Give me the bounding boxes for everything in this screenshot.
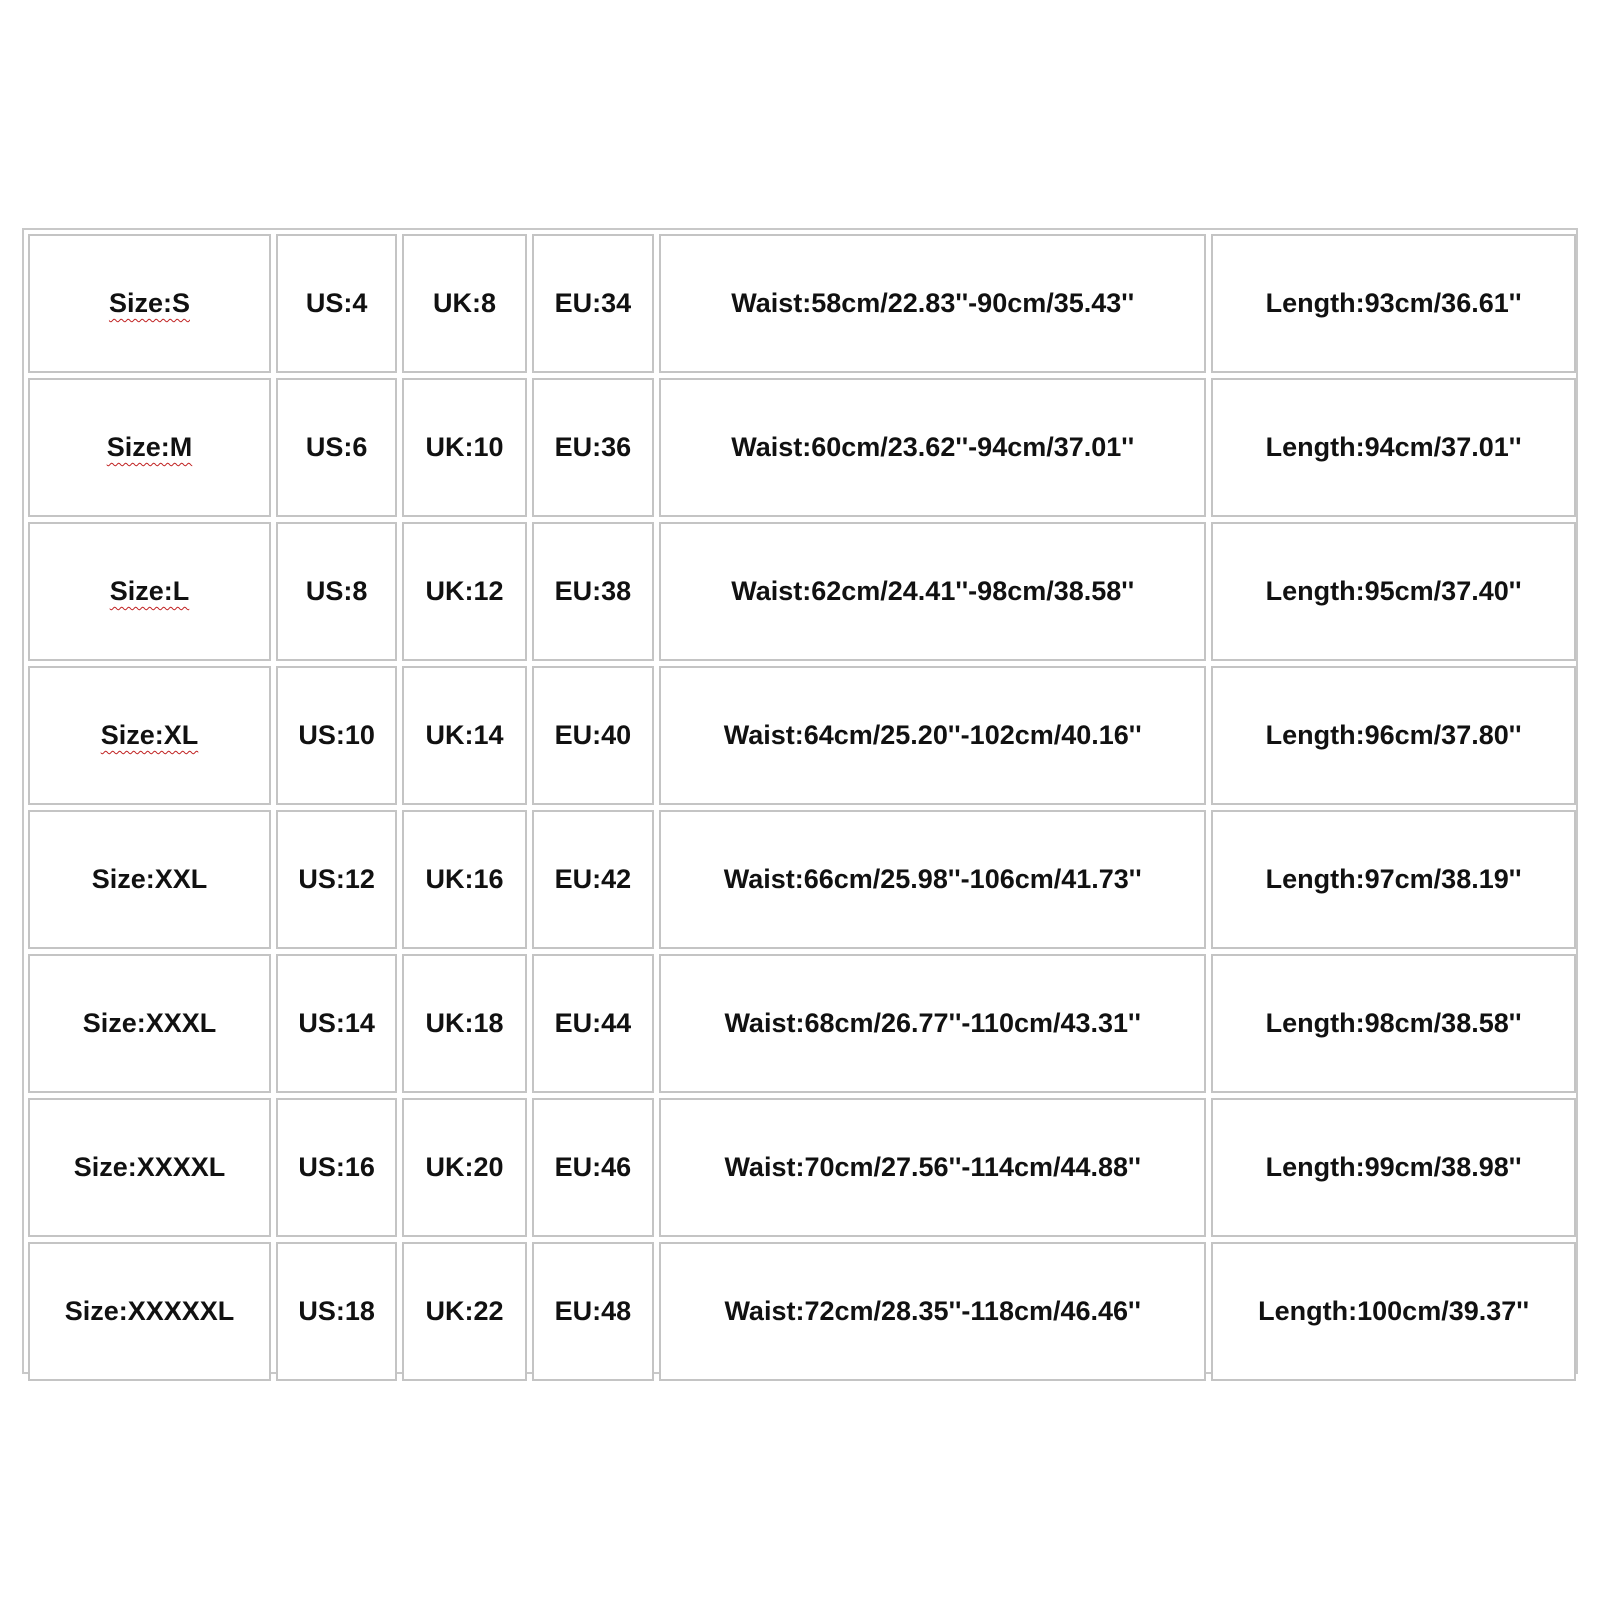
uk-size-cell — [402, 1242, 526, 1381]
size-cell — [28, 234, 271, 373]
uk-size-cell — [402, 1098, 526, 1237]
waist-label: Waist:66cm/25.98''-106cm/41.73'' — [723, 864, 1142, 894]
waist-cell — [659, 1098, 1206, 1237]
length-label: Length:97cm/38.19'' — [1265, 864, 1522, 894]
eu-size-cell — [532, 1242, 654, 1381]
eu-size-label: EU:36 — [554, 432, 632, 462]
us-size-label: US:18 — [298, 1296, 375, 1326]
us-size-cell — [276, 666, 397, 805]
us-size-cell — [276, 234, 397, 373]
length-cell — [1211, 666, 1576, 805]
eu-size-cell — [532, 666, 654, 805]
eu-size-cell — [532, 810, 654, 949]
size-label: Size:XXXL — [82, 1008, 217, 1038]
length-label: Length:100cm/39.37'' — [1258, 1296, 1530, 1326]
eu-size-cell — [532, 378, 654, 517]
table-row — [28, 954, 1576, 1093]
size-chart-table — [23, 229, 1581, 1386]
size-label: Size:XXXXXL — [64, 1296, 235, 1326]
us-size-cell — [276, 1098, 397, 1237]
length-label: Length:98cm/38.58'' — [1265, 1008, 1522, 1038]
waist-cell — [659, 666, 1206, 805]
us-size-cell — [276, 810, 397, 949]
length-label: Length:95cm/37.40'' — [1265, 576, 1522, 606]
size-label: Size:XXL — [91, 864, 208, 894]
waist-label: Waist:58cm/22.83''-90cm/35.43'' — [731, 288, 1135, 318]
uk-size-cell — [402, 378, 526, 517]
size-label: Size:XXXXL — [73, 1152, 226, 1182]
eu-size-label: EU:40 — [554, 720, 632, 750]
waist-cell — [659, 1242, 1206, 1381]
eu-size-label: EU:44 — [554, 1008, 632, 1038]
us-size-label: US:10 — [298, 720, 375, 750]
table-row — [28, 1098, 1576, 1237]
waist-label: Waist:68cm/26.77''-110cm/43.31'' — [724, 1008, 1141, 1038]
uk-size-label: UK:8 — [433, 288, 497, 318]
waist-label: Waist:72cm/28.35''-118cm/46.46'' — [724, 1296, 1141, 1326]
us-size-label: US:16 — [298, 1152, 375, 1182]
eu-size-cell — [532, 954, 654, 1093]
waist-label: Waist:70cm/27.56''-114cm/44.88'' — [724, 1152, 1141, 1182]
uk-size-label: UK:18 — [425, 1008, 504, 1038]
length-label: Length:93cm/36.61'' — [1265, 288, 1522, 318]
length-cell — [1211, 954, 1576, 1093]
uk-size-cell — [402, 810, 526, 949]
eu-size-label: EU:48 — [554, 1296, 632, 1326]
uk-size-cell — [402, 522, 526, 661]
size-cell — [28, 1242, 271, 1381]
size-label: Size:M — [106, 432, 193, 462]
us-size-cell — [276, 522, 397, 661]
size-chart — [22, 228, 1578, 1374]
waist-label: Waist:62cm/24.41''-98cm/38.58'' — [731, 576, 1135, 606]
waist-cell — [659, 954, 1206, 1093]
uk-size-label: UK:10 — [425, 432, 504, 462]
uk-size-cell — [402, 234, 526, 373]
uk-size-label: UK:12 — [425, 576, 504, 606]
length-cell — [1211, 1242, 1576, 1381]
us-size-label: US:6 — [305, 432, 368, 462]
eu-size-label: EU:38 — [554, 576, 632, 606]
size-label: Size:L — [109, 576, 190, 606]
uk-size-label: UK:14 — [425, 720, 504, 750]
length-cell — [1211, 522, 1576, 661]
uk-size-label: UK:16 — [425, 864, 504, 894]
waist-cell — [659, 234, 1206, 373]
table-row — [28, 522, 1576, 661]
size-cell — [28, 522, 271, 661]
us-size-label: US:14 — [298, 1008, 375, 1038]
table-row — [28, 810, 1576, 949]
waist-cell — [659, 522, 1206, 661]
length-cell — [1211, 810, 1576, 949]
size-label: Size:XL — [100, 720, 199, 750]
size-cell — [28, 810, 271, 949]
size-cell — [28, 1098, 271, 1237]
waist-cell — [659, 810, 1206, 949]
eu-size-label: EU:46 — [554, 1152, 632, 1182]
size-cell — [28, 954, 271, 1093]
waist-label: Waist:64cm/25.20''-102cm/40.16'' — [723, 720, 1142, 750]
uk-size-label: UK:20 — [425, 1152, 504, 1182]
size-cell — [28, 666, 271, 805]
waist-label: Waist:60cm/23.62''-94cm/37.01'' — [731, 432, 1135, 462]
length-cell — [1211, 1098, 1576, 1237]
table-row — [28, 378, 1576, 517]
length-cell — [1211, 234, 1576, 373]
uk-size-label: UK:22 — [425, 1296, 504, 1326]
table-row — [28, 666, 1576, 805]
us-size-label: US:8 — [305, 576, 368, 606]
eu-size-cell — [532, 1098, 654, 1237]
length-cell — [1211, 378, 1576, 517]
eu-size-label: EU:42 — [554, 864, 632, 894]
uk-size-cell — [402, 954, 526, 1093]
uk-size-cell — [402, 666, 526, 805]
us-size-cell — [276, 954, 397, 1093]
eu-size-cell — [532, 522, 654, 661]
us-size-label: US:4 — [305, 288, 368, 318]
eu-size-label: EU:34 — [554, 288, 632, 318]
us-size-cell — [276, 1242, 397, 1381]
length-label: Length:96cm/37.80'' — [1265, 720, 1522, 750]
table-row — [28, 234, 1576, 373]
us-size-label: US:12 — [298, 864, 375, 894]
length-label: Length:94cm/37.01'' — [1265, 432, 1522, 462]
eu-size-cell — [532, 234, 654, 373]
size-label: Size:S — [108, 288, 190, 318]
length-label: Length:99cm/38.98'' — [1265, 1152, 1522, 1182]
waist-cell — [659, 378, 1206, 517]
size-cell — [28, 378, 271, 517]
table-row — [28, 1242, 1576, 1381]
us-size-cell — [276, 378, 397, 517]
